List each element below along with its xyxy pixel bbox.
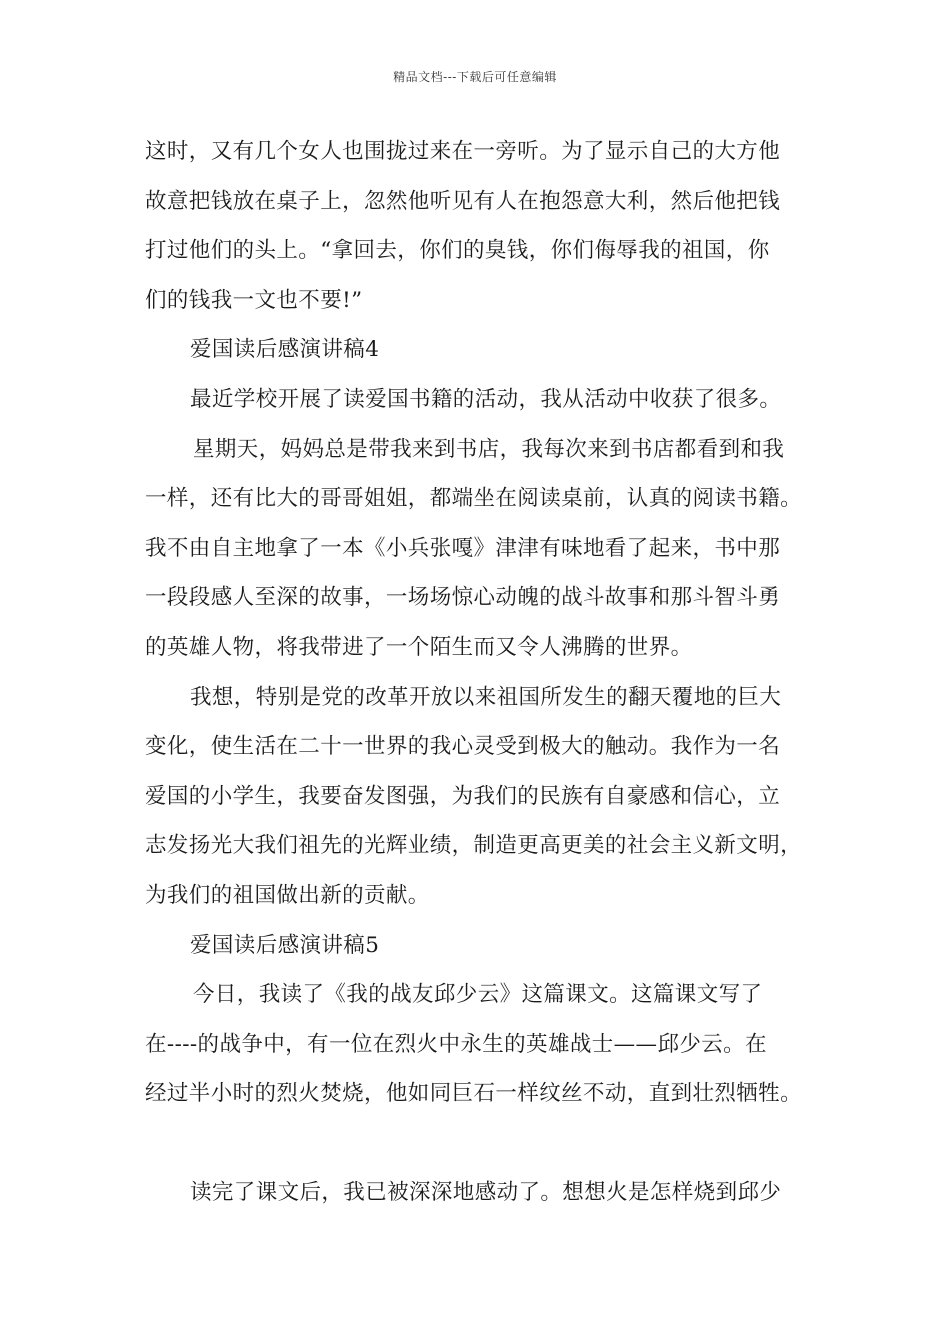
blank-line [145, 1124, 825, 1174]
document-body [145, 132, 825, 1223]
text-line: 为我们的祖国做出新的贡献。 [145, 882, 430, 908]
text-line: 故意把钱放在桌子上，忽然他听见有人在抱怨意大利，然后他把钱 [145, 188, 781, 214]
section-heading: 爱国读后感演讲稿5 [190, 932, 380, 958]
text-line: 在----的战争中，有一位在烈火中永生的英雄战士——邱少云。在 [145, 1031, 767, 1057]
text-line: 星期天，妈妈总是带我来到书店，我每次来到书店都看到和我 [193, 436, 785, 462]
text-line: 最近学校开展了读爱国书籍的活动，我从活动中收获了很多。 [190, 386, 782, 412]
text-line: 今日，我读了《我的战友邱少云》这篇课文。这篇课文写了 [193, 982, 763, 1008]
text-line: 我想，特别是党的改革开放以来祖国所发生的翻天覆地的巨大 [190, 684, 782, 710]
text-line: 读完了课文后，我已被深深地感动了。想想火是怎样烧到邱少 [190, 1180, 782, 1206]
text-line: 打过他们的头上。“拿回去，你们的臭钱，你们侮辱我的祖国，你 [145, 238, 770, 264]
text-line: 经过半小时的烈火焚烧，他如同巨石一样纹丝不动，直到壮烈牺牲。 [145, 1081, 803, 1107]
text-line: 我不由自主地拿了一本《小兵张嘎》津津有味地看了起来，书中那 [145, 535, 781, 561]
text-line: 一样，还有比大的哥哥姐姐，都端坐在阅读桌前，认真的阅读书籍。 [145, 486, 803, 512]
text-line: 的英雄人物，将我带进了一个陌生而又令人沸腾的世界。 [145, 634, 693, 660]
text-line: 一段段感人至深的故事，一场场惊心动魄的战斗故事和那斗智斗勇 [145, 585, 781, 611]
section-heading: 爱国读后感演讲稿4 [190, 337, 380, 363]
text-line: 志发扬光大我们祖先的光辉业绩，制造更高更美的社会主义新文明， [145, 833, 803, 859]
text-line: 这时，又有几个女人也围拢过来在一旁听。为了显示自己的大方他 [145, 139, 781, 164]
text-line: 爱国的小学生，我要奋发图强，为我们的民族有自豪感和信心，立 [145, 783, 781, 809]
text-line: 们的钱我一文也不要!” [145, 287, 363, 313]
page-header: 精品文档---下载后可任意编辑 [393, 70, 557, 84]
text-line: 变化，使生活在二十一世界的我心灵受到极大的触动。我作为一名 [145, 734, 781, 760]
